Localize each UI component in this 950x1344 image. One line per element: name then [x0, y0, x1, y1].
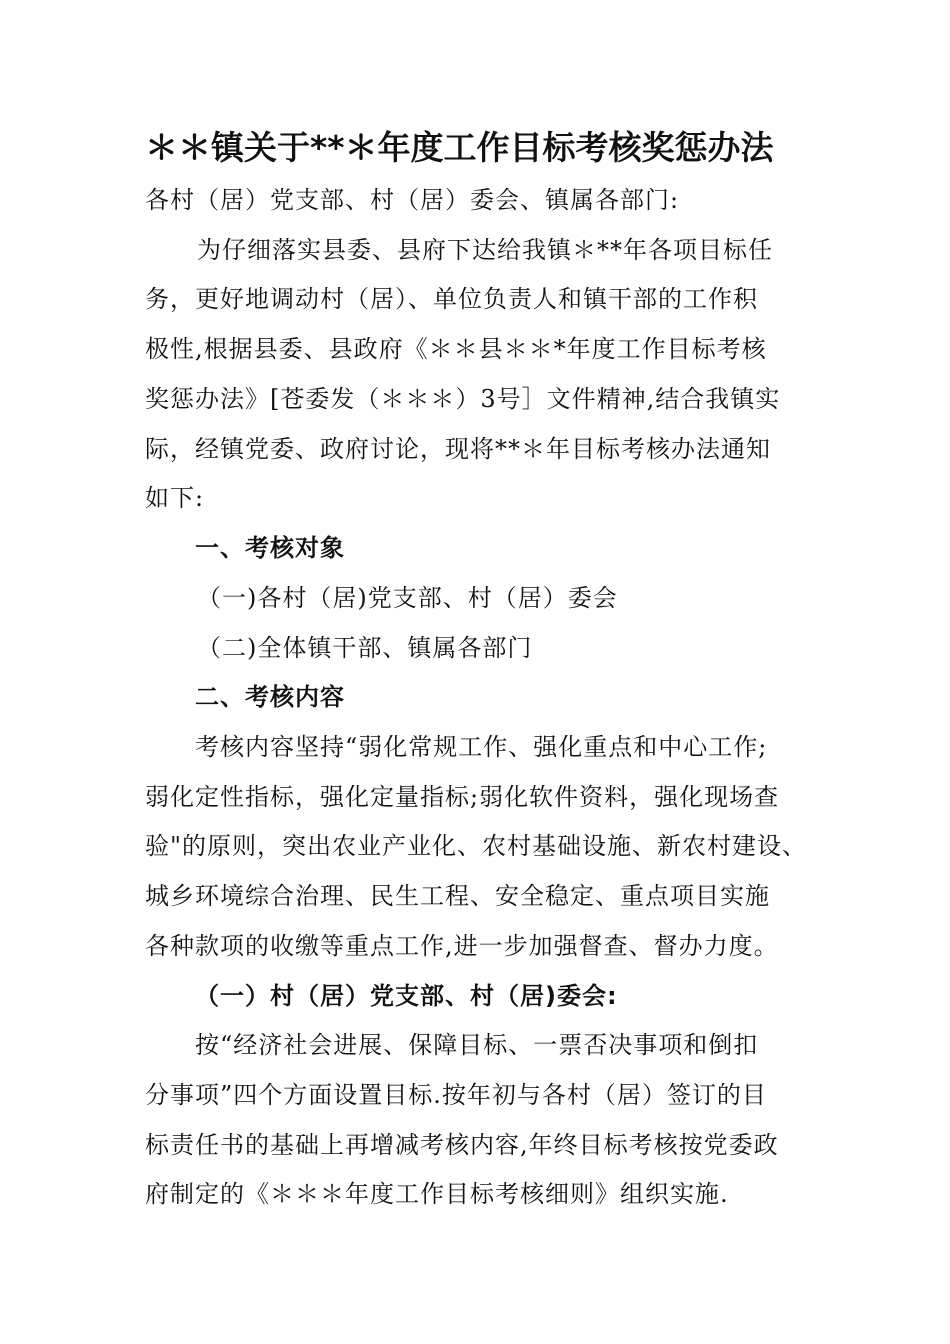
section2-sub-line-2: 分事项”四个方面设置目标.按年初与各村（居）签订的目	[145, 1081, 767, 1109]
intro-line-2: 务，更好地调动村（居）、单位负责人和镇干部的工作积	[145, 285, 758, 313]
intro-line-1: 为仔细落实县委、县府下达给我镇＊**年各项目标任	[197, 236, 773, 264]
section1-item-2: （二)全体镇干部、镇属各部门	[197, 634, 533, 662]
section1-item-1: （一)各村（居)党支部、村（居）委会	[197, 584, 618, 612]
intro-line-3: 极性,根据县委、县政府《＊＊县＊＊*年度工作目标考核	[145, 335, 767, 363]
section2-sub-line-4: 府制定的《＊＊＊年度工作目标考核细则》组织实施.	[145, 1180, 729, 1208]
section2-line-3: 验"的原则，突出农业产业化、农村基础设施、新农村建设、	[145, 832, 808, 860]
document-title: ＊＊镇关于**＊年度工作目标考核奖惩办法	[145, 128, 774, 167]
section2-line-4: 城乡环境综合治理、民生工程、安全稳定、重点项目实施	[145, 882, 770, 910]
intro-line-5: 际，经镇党委、政府讨论，现将**＊年目标考核办法通知	[145, 435, 771, 463]
salutation: 各村（居）党支部、村（居）委会、镇属各部门:	[145, 186, 680, 214]
intro-line-4: 奖惩办法》[苍委发（＊＊＊）3号］文件精神,结合我镇实	[145, 385, 781, 413]
intro-line-6: 如下:	[145, 484, 205, 512]
section2-sub-line-1: 按“经济社会进展、保障目标、一票否决事项和倒扣	[195, 1031, 759, 1059]
section1-heading: 一、考核对象	[195, 534, 345, 562]
section2-line-5: 各种款项的收缴等重点工作,进一步加强督查、督办力度。	[145, 932, 779, 960]
section2-subheading: （一）村（居）党支部、村（居)委会:	[195, 982, 618, 1010]
section2-line-1: 考核内容坚持“弱化常规工作、强化重点和中心工作;	[195, 733, 768, 761]
section2-sub-line-3: 标责任书的基础上再增减考核内容,年终目标考核按党委政	[145, 1131, 779, 1159]
section2-line-2: 弱化定性指标，强化定量指标;弱化软件资料，强化现场查	[145, 783, 780, 811]
section2-heading: 二、考核内容	[195, 683, 345, 711]
